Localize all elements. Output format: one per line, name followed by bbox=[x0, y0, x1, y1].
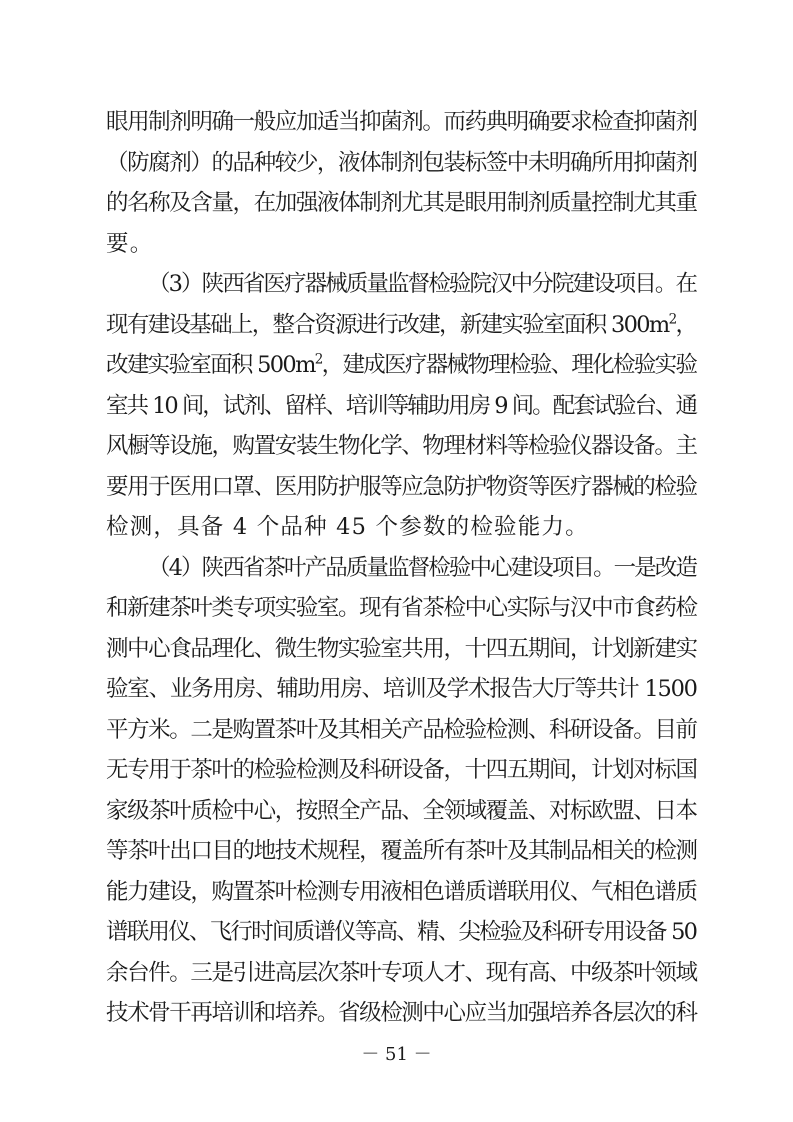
text-line-content: 检测，具备 4 个品种 45 个参数的检验能力。 bbox=[106, 514, 589, 540]
text-line-content: 的名称及含量，在加强液体制剂尤其是眼用制剂质量控制尤其重 bbox=[106, 190, 697, 216]
text-line-content: 平方米。二是购置茶叶及其相关产品检验检测、科研设备。目前 bbox=[106, 716, 697, 743]
text-line-content: 技术骨干再培训和培养。省级检测中心应当加强培养各层次的科 bbox=[106, 1000, 697, 1026]
text-line-content: 能力建设，购置茶叶检测专用液相色谱质谱联用仪、气相色谱质 bbox=[106, 878, 697, 905]
text-line-content: 验室、业务用房、辅助用房、培训及学术报告大厅等共计 1500 bbox=[106, 676, 697, 702]
page-number: － 51 － bbox=[361, 1044, 432, 1065]
text-line-content: 等茶叶出口目的地技术规程，覆盖所有茶叶及其制品相关的检测 bbox=[106, 838, 697, 864]
text-line-content: 家级茶叶质检中心，按照全产品、全领域覆盖、对标欧盟、日本 bbox=[106, 797, 697, 824]
text-line-content: 现有建设基础上，整合资源进行改建，新建实验室面积 $300m^2$， bbox=[106, 311, 697, 338]
text-line-content: 要用于医用口罩、医用防护服等应急防护物资等医疗器械的检验 bbox=[106, 473, 697, 500]
text-line-content: 测中心食品理化、微生物实验室共用，十四五期间，计划新建实 bbox=[106, 635, 697, 662]
text-line-content: 和新建茶叶类专项实验室。现有省茶检中心实际与汉中市食药检 bbox=[106, 595, 697, 621]
text-line-content: 余台件。三是引进高层次茶叶专项人才、现有高、中级茶叶领域 bbox=[106, 959, 697, 986]
text-line-content: 改建实验室面积 $500m^2$，建成医疗器械物理检验、理化检验实验 bbox=[106, 351, 697, 378]
text-line-content: 要。 bbox=[106, 230, 154, 257]
text-line-content: （防腐剂）的品种较少，液体制剂包装标签中未明确所用抑菌剂 bbox=[106, 149, 697, 176]
text-line-content: 谱联用仪、飞行时间质谱仪等高、精、尖检验及科研专用设备 50 bbox=[106, 919, 697, 945]
text-line-content: 无专用于茶叶的检验检测及科研设备，十四五期间，计划对标国 bbox=[106, 757, 697, 783]
text-line-content: （4）陕西省茶叶产品质量监督检验中心建设项目。一是改造 bbox=[148, 554, 697, 581]
text-line-content: 风橱等设施，购置安装生物化学、物理材料等检验仪器设备。主 bbox=[106, 433, 697, 459]
superscript: 2 bbox=[668, 311, 676, 327]
text-line-content: （3）陕西省医疗器械质量监督检验院汉中分院建设项目。在 bbox=[148, 271, 697, 297]
text-line-content: 室共 10 间，试剂、留样、培训等辅助用房 9 间。配套试验台、通 bbox=[106, 392, 696, 419]
text-line-content: 眼用制剂明确一般应加适当抑菌剂。而药典明确要求检查抑菌剂 bbox=[106, 109, 697, 135]
superscript: 2 bbox=[314, 351, 322, 368]
